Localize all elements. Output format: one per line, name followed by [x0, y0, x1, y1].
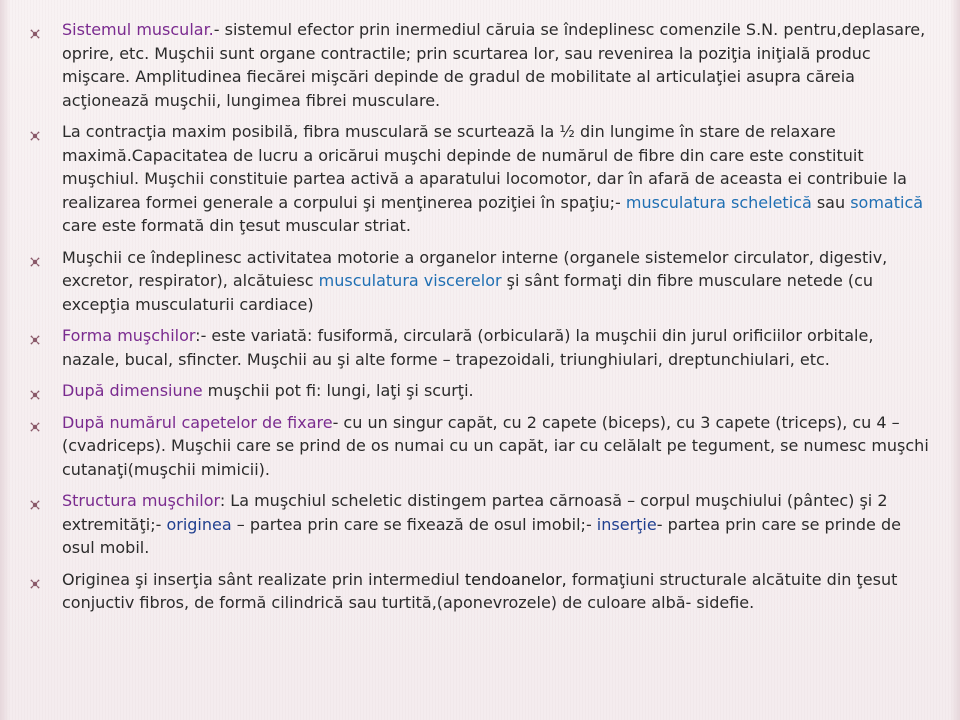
ornament-bullet-icon [30, 22, 40, 32]
highlighted-term: După [62, 412, 110, 432]
highlighted-term: numărul capetelor de fixare [109, 412, 333, 432]
bullet-text [62, 491, 901, 557]
highlighted-term: tendoanelor, [464, 569, 567, 589]
bullet-item [30, 324, 930, 371]
text-segment: :- este variată: fusiformă, circulară (orbiculară) la muşchii din jurul orificiilor orbitale, nazale, bucal, sfincter. Muşchii au şi alte forme – trapezoidali, triunghiulari, dreptunchiulari, etc. [62, 326, 874, 369]
highlighted-term: dimensiune [109, 381, 203, 400]
text-segment: : La muşchiul scheletic distingem partea cărnoasă – corpul muşchiului (pântec) şi 2 extremităţi;- [62, 491, 888, 534]
bullet-item [30, 120, 930, 238]
text-segment: - partea prin care se prinde de osul mobil. [62, 514, 901, 557]
text-segment: – partea prin care se fixează de osul imobil;- [231, 514, 597, 534]
slide-right-edge [950, 0, 960, 720]
ornament-bullet-icon [30, 124, 40, 134]
bullet-item [30, 411, 930, 482]
bullet-text [62, 122, 923, 235]
highlighted-term: originea [166, 514, 232, 534]
highlighted-term: Structura muşchilor [62, 491, 220, 510]
text-segment: şi sânt formaţi din fibre musculare netede (cu excepţia musculaturii cardiace) [62, 271, 874, 314]
text-segment: - sistemul efector prin inermediul căruia se îndeplinesc comenzile S.N. pentru,deplasare, oprire, etc. Muşchii sunt organe contractile; prin scurtarea lor, sau revenirea la poziţia iniţială produc mişcare. Amplitudinea fiecărei mişcări depinde de gradul de mobilitate al articulaţiei asupra căreia acţionează muşchii, lungimea fibrei musculare. [62, 20, 926, 110]
text-segment: muşchii pot fi: lungi, laţi şi scurţi. [202, 381, 474, 400]
ornament-bullet-icon [30, 415, 40, 425]
ornament-bullet-icon [30, 493, 40, 503]
bullet-text [62, 381, 474, 400]
text-segment: Originea şi inserţia sânt realizate prin intermediul [62, 569, 465, 589]
slide-left-edge [0, 0, 10, 720]
text-segment: care este formată din ţesut muscular striat. [62, 216, 411, 235]
text-segment: La contracţia maxim posibilă, fibra musculară se scurtează la ½ din lungime în stare de relaxare maximă.Capacitatea de lucru a oricărui muşchi depinde de numărul de fibre din care este constituit muşchiul. Muşchii constituie partea activă a aparatului locomotor, dar în afară de aceasta ei contribuie la realizarea formei generale a corpului şi menţinerea poziţiei în spaţiu;- [62, 122, 907, 212]
highlighted-term: musculatura scheletică [625, 192, 812, 212]
ornament-bullet-icon [30, 250, 40, 260]
ornament-bullet-icon [30, 572, 40, 582]
bullet-item [30, 18, 930, 112]
highlighted-term: Forma muşchilor [62, 326, 196, 345]
ornament-bullet-icon [30, 383, 40, 393]
bullet-item [30, 489, 930, 560]
text-segment: sau [811, 192, 851, 212]
bullet-text [62, 248, 887, 314]
bullet-item [30, 379, 930, 403]
bullet-text [62, 570, 897, 613]
highlighted-term: somatică [850, 192, 924, 212]
highlighted-term: inserţie [596, 514, 657, 534]
bullet-item [30, 568, 930, 615]
bullet-text [62, 413, 929, 479]
text-segment: Muşchii ce îndeplinesc activitatea motorie a organelor interne (organele sistemelor circulator, digestiv, excretor, respirator), alcătuiesc [62, 247, 888, 290]
bullet-list [30, 18, 930, 623]
ornament-bullet-icon [30, 328, 40, 338]
highlighted-term: Sistemul muscular. [62, 20, 214, 39]
highlighted-term: După [62, 381, 110, 400]
text-segment: formaţiuni structurale alcătuite din ţesut conjuctiv fibros, de formă cilindrică sau turtită,(aponevrozele) de culoare albă- sidefie. [62, 569, 898, 612]
text-segment: - cu un singur capăt, cu 2 capete (biceps), cu 3 capete (triceps), cu 4 – (cvadriceps). Muşchii care se prind de os numai cu un capăt, iar cu celălalt pe tegument, se numesc muşchi cutanaţi(muşchii mimicii). [62, 412, 929, 479]
bullet-text [62, 326, 873, 369]
highlighted-term: musculatura viscerelor [318, 271, 502, 290]
bullet-text [62, 20, 925, 110]
bullet-item [30, 246, 930, 317]
